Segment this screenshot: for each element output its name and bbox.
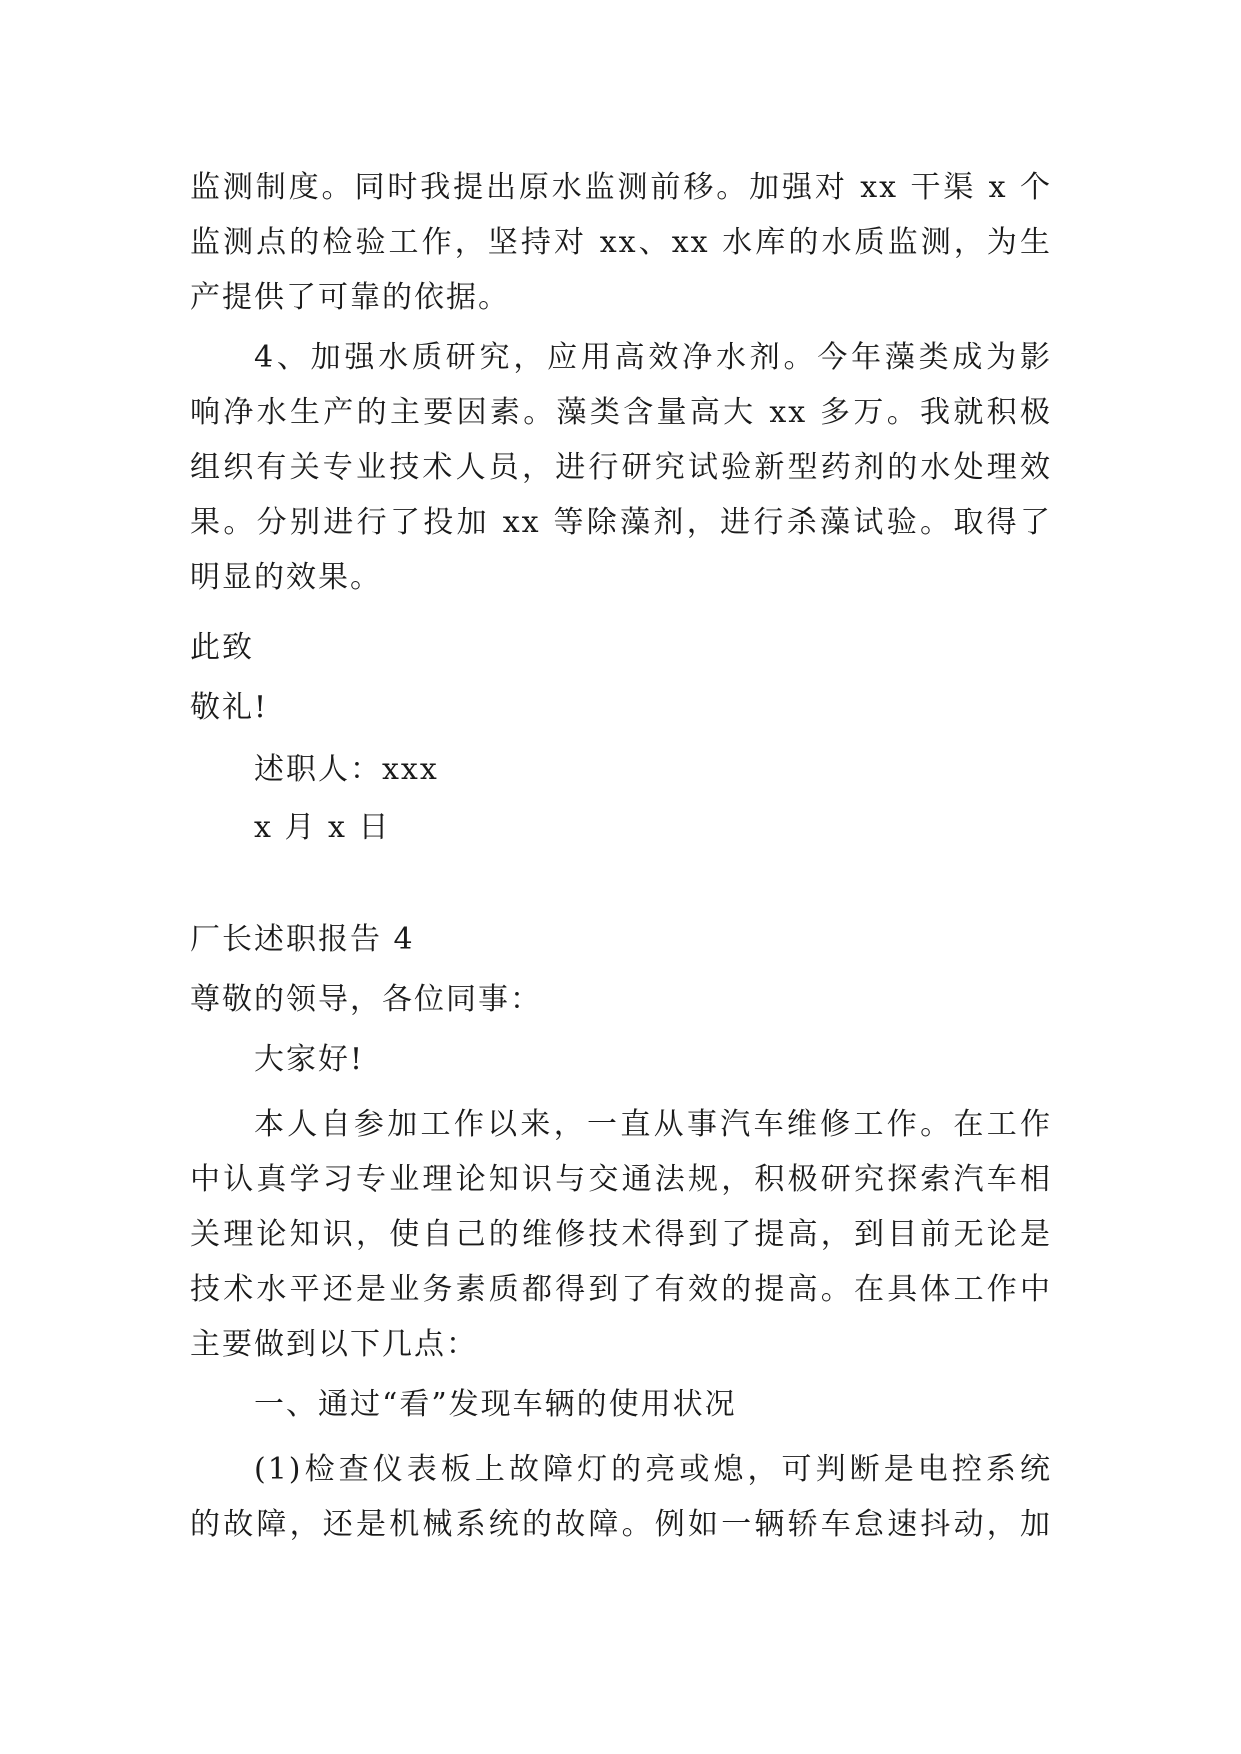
- paragraph-line: 本人自参加工作以来，一直从事汽车维修工作。在工作: [254, 1107, 1052, 1142]
- paragraph-line: 组织有关专业技术人员，进行研究试验新型药剂的水处理效: [190, 450, 1052, 485]
- paragraph-line: 的故障，还是机械系统的故障。例如一辆轿车怠速抖动，加: [190, 1507, 1052, 1542]
- paragraph-line: 响净水生产的主要因素。藻类含量高大 xx 多万。我就积极: [190, 395, 1052, 430]
- closing-salutation: 此致: [190, 630, 254, 665]
- paragraph-line: 主要做到以下几点：: [190, 1327, 478, 1362]
- closing-regards: 敬礼!: [190, 690, 269, 725]
- paragraph-line: 4、加强水质研究，应用高效净水剂。今年藻类成为影: [254, 340, 1052, 375]
- paragraph-line: 监测点的检验工作，坚持对 xx、xx 水库的水质监测，为生: [190, 225, 1052, 260]
- paragraph-line: 明显的效果。: [190, 560, 382, 595]
- paragraph-line: 技术水平还是业务素质都得到了有效的提高。在具体工作中: [190, 1272, 1052, 1307]
- paragraph-line: 中认真学习专业理论知识与交通法规，积极研究探索汽车相: [190, 1162, 1052, 1197]
- section-heading: 厂长述职报告 4: [190, 922, 415, 957]
- paragraph-line: 关理论知识，使自己的维修技术得到了提高，到目前无论是: [190, 1217, 1052, 1252]
- paragraph-line: 监测制度。同时我提出原水监测前移。加强对 xx 干渠 x 个: [190, 170, 1052, 205]
- paragraph-line: 产提供了可靠的依据。: [190, 280, 510, 315]
- report-date: x 月 x 日: [254, 810, 391, 845]
- subsection-heading: 一、通过“看”发现车辆的使用状况: [254, 1387, 737, 1422]
- greeting-line: 尊敬的领导，各位同事：: [190, 982, 542, 1017]
- paragraph-line: 果。分别进行了投加 xx 等除藻剂，进行杀藻试验。取得了: [190, 505, 1052, 540]
- greeting-line: 大家好!: [254, 1042, 365, 1077]
- reporter-signature: 述职人：xxx: [254, 752, 439, 787]
- paragraph-line: (1)检查仪表板上故障灯的亮或熄，可判断是电控系统: [254, 1452, 1052, 1487]
